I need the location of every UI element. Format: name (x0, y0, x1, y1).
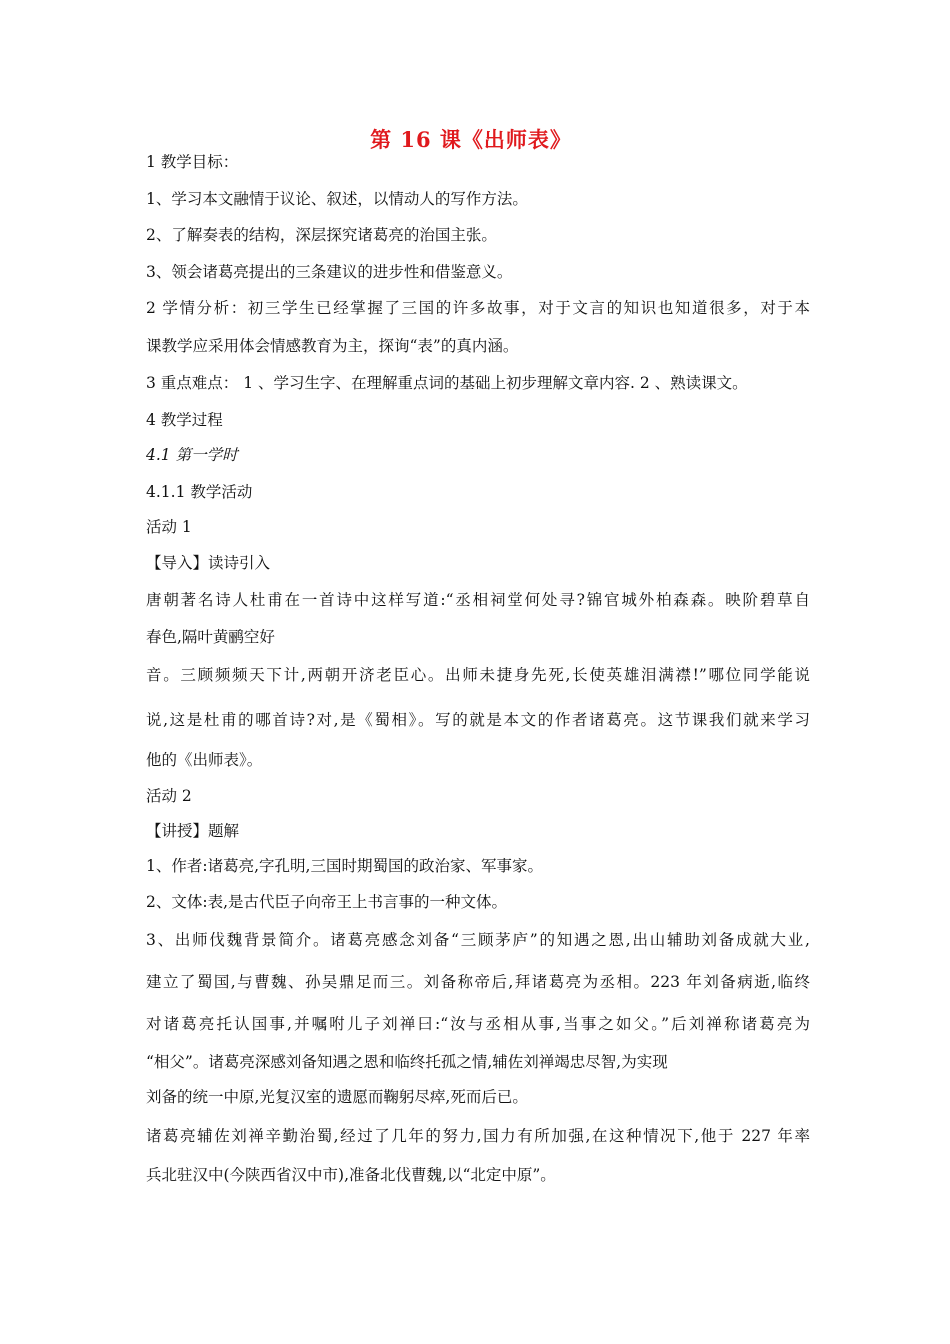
text-line: 音。三顾频频天下计,两朝开济老臣心。出师未捷身先死,长使英雄泪满襟!”哪位同学能说 (146, 666, 810, 684)
text-line: 1、作者:诸葛亮,字孔明,三国时期蜀国的政治家、军事家。 (146, 857, 543, 875)
text-line: 春色,隔叶黄鹂空好 (146, 628, 275, 646)
text-line: 说,这是杜甫的哪首诗?对,是《蜀相》。写的就是本文的作者诸葛亮。这节课我们就来学习 (146, 711, 810, 729)
text-line: 3 重点难点： 1 、学习生字、在理解重点词的基础上初步理解文章内容. 2 、熟读课文。 (146, 374, 748, 392)
text-line: 诸葛亮辅佐刘禅辛勤治蜀,经过了几年的努力,国力有所加强,在这种情况下,他于 227 年率 (146, 1127, 810, 1145)
text-line: 唐朝著名诗人杜甫在一首诗中这样写道:“丞相祠堂何处寻?锦官城外柏森森。映阶碧草自 (146, 591, 810, 609)
activity-heading: 【导入】读诗引入 (146, 554, 271, 572)
text-line: 3、领会诸葛亮提出的三条建议的进步性和借鉴意义。 (146, 263, 513, 281)
text-line: 刘备的统一中原,光复汉室的遗愿而鞠躬尽瘁,死而后已。 (146, 1088, 528, 1106)
text-line: 3、出师伐魏背景简介。诸葛亮感念刘备“三顾茅庐”的知遇之恩,出山辅助刘备成就大业, (146, 931, 810, 949)
activity-heading: 【讲授】题解 (146, 822, 240, 840)
text-line: 2、了解奏表的结构，深层探究诸葛亮的治国主张。 (146, 226, 497, 244)
text-line: “相父”。诸葛亮深感刘备知遇之恩和临终托孤之情,辅佐刘禅竭忠尽智,为实现 (146, 1053, 668, 1071)
text-line: 建立了蜀国,与曹魏、孙吴鼎足而三。刘备称帝后,拜诸葛亮为丞相。223 年刘备病逝,临终 (146, 973, 810, 991)
subsection-heading: 4.1 第一学时 (146, 446, 238, 464)
text-line: 兵北驻汉中(今陕西省汉中市),准备北伐曹魏,以“北定中原”。 (146, 1166, 556, 1184)
lesson-title: 第 16 课《出师表》 (370, 127, 572, 152)
text-line: 1、学习本文融情于议论、叙述，以情动人的写作方法。 (146, 190, 528, 208)
text-line: 2 学情分析：初三学生已经掌握了三国的许多故事，对于文言的知识也知道很多，对于本 (146, 299, 810, 317)
section-heading: 1 教学目标： (146, 153, 239, 171)
text-line: 课教学应采用体会情感教育为主，探询“表”的真内涵。 (146, 337, 519, 355)
activity-label: 活动 1 (146, 518, 192, 536)
activity-label: 活动 2 (146, 787, 192, 805)
text-line: 2、文体:表,是古代臣子向帝王上书言事的一种文体。 (146, 893, 508, 911)
subsection-heading: 4.1.1 教学活动 (146, 483, 253, 501)
text-line: 他的《出师表》。 (146, 751, 263, 769)
text-line: 对诸葛亮托认国事,并嘱咐儿子刘禅曰:“汝与丞相从事,当事之如父。”后刘禅称诸葛亮为 (146, 1015, 810, 1033)
section-heading: 4 教学过程 (146, 411, 223, 429)
